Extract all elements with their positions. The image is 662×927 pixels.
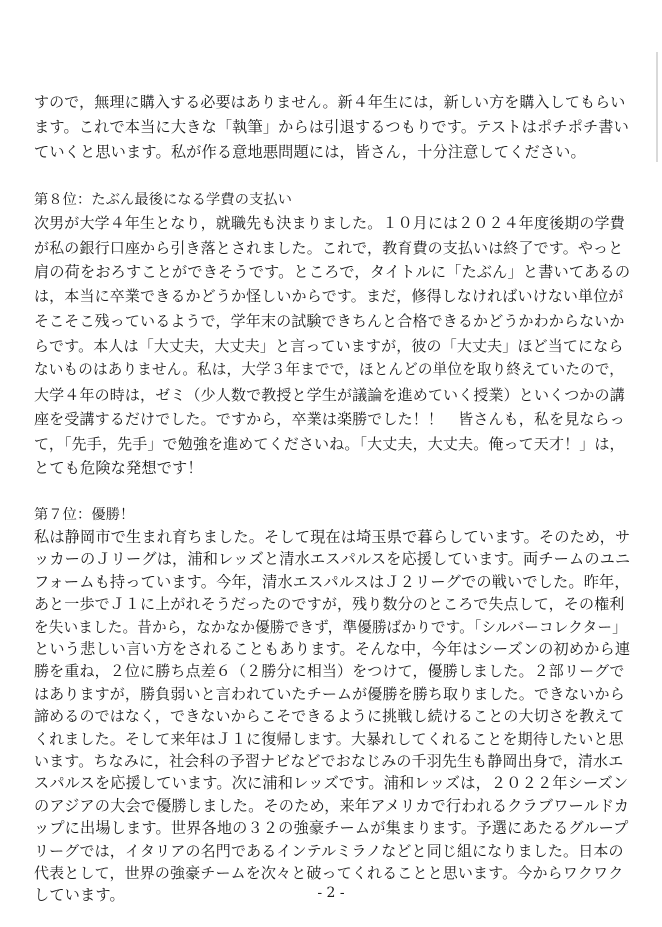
text-line: います。ちなみに，社会科の予習ナビなどでおなじみの千羽先生も静岡出身で，清水エ [34,752,624,770]
text-line: ップに出場します。世界各地の３２の強豪チームが集まります。予選にあたるグループ [34,819,629,838]
text-line: しています。 [34,886,125,905]
text-line: が私の銀行口座から引き落とされました。これで，教育費の支払いは終了です。やっと [34,239,624,257]
text-line: 諦めるのではなく，できないからこそできるように挑戦し続けることの大切さを教えて [34,707,625,726]
scan-margin-mark [656,52,658,162]
text-line: とても危険な発想です！ [34,459,203,477]
text-line: あと一歩でＪ１に上がれそうだったのですが，残り数分のところで失点して，その権利 [34,595,625,614]
text-line: のアジアの大会で優勝しました。そのため，来年アメリカで行われるクラブワールドカ [34,796,630,815]
text-line: ます。これで本当に大きな「執筆」からは引退するつもりです。テストはポチポチ書い [34,118,629,136]
text-line: 勝を重ね，２位に勝ち点差６（２勝分に相当）をつけて，優勝しました。２部リーグで [34,662,625,681]
text-line: すので，無理に購入する必要はありません。新４年生には，新しい方を購入してもらい [34,93,626,111]
text-line: を失いました。昔から，なかなか優勝できず，準優勝ばかりです。「シルバーコレクター」 [34,618,627,636]
text-line: リーグでは，イタリアの名門であるインテルミラノなどと同じ組になりました。日本の [34,841,624,860]
text-line: 次男が大学４年生となり，就職先も決まりました。１０月には２０２４年度後期の学費 [34,214,625,232]
text-line: そこそこ残っているようで，学年末の試験できちんと合格できるかどうかわからないか [34,312,625,330]
text-line: ッカーのＪリーグは，浦和レッズと清水エスパルスを応援しています。両チームのユニ [34,550,630,569]
text-line: ていくと思います。私が作る意地悪問題には，皆さん，十分注意してください。 [34,143,586,161]
text-line: は，本当に卒業できるかどうか怪しいからです。まだ，修得しなければいけない単位が [34,287,624,305]
text-line: 座を受講するだけでした。ですから，卒業は楽勝でした！！ 皆さんも，私を見ならっ [34,410,625,428]
section-heading: 第７位：優勝！ [34,507,135,523]
text-line: ないものはありません。私は，大学３年までで，ほとんどの単位を取り終えていたので， [34,361,625,378]
section-heading: 第８位：たぶん最後になる学費の支払い [34,192,293,208]
text-line: フォームも持っています。今年，清水エスパルスはＪ２リーグでの戦いでした。昨年， [34,572,630,591]
page-number: - 2 - [317,885,345,901]
text-line: という悲しい言い方をされることもあります。そんな中，今年はシーズンの初めから連 [34,640,630,658]
text-line: 私は静岡市で生まれ育ちました。そして現在は埼玉県で暮らしています。そのため，サ [34,528,630,546]
text-line: 肩の荷をおろすことができそうです。ところで，タイトルに「たぶん」と書いてあるの [34,263,630,281]
text-line: て，「先手，先手」で勉強を進めてくださいね。「大丈夫，大丈夫。俺って天才！」は， [34,435,625,453]
text-line: くれました。そして来年はＪ１に復帰します。大暴れしてくれることを期待したいと思 [34,729,624,748]
text-line: 代表として，世界の強豪チームを次々と破ってくれることと思います。今からワクワク [34,864,624,882]
text-line: はありますが，勝負弱いと言われていたチームが優勝を勝ち取りました。できないから [34,684,625,703]
text-line: 大学４年の時は，ゼミ（少人数で教授と学生が議論を進めていく授業）といくつかの講 [34,386,625,404]
text-line: らです。本人は「大丈夫，大丈夫」と言っていますが，彼の「大丈夫」ほど当てになら [34,337,624,355]
text-line: スパルスを応援しています。次に浦和レッズです。浦和レッズは，２０２２年シーズン [34,774,629,793]
